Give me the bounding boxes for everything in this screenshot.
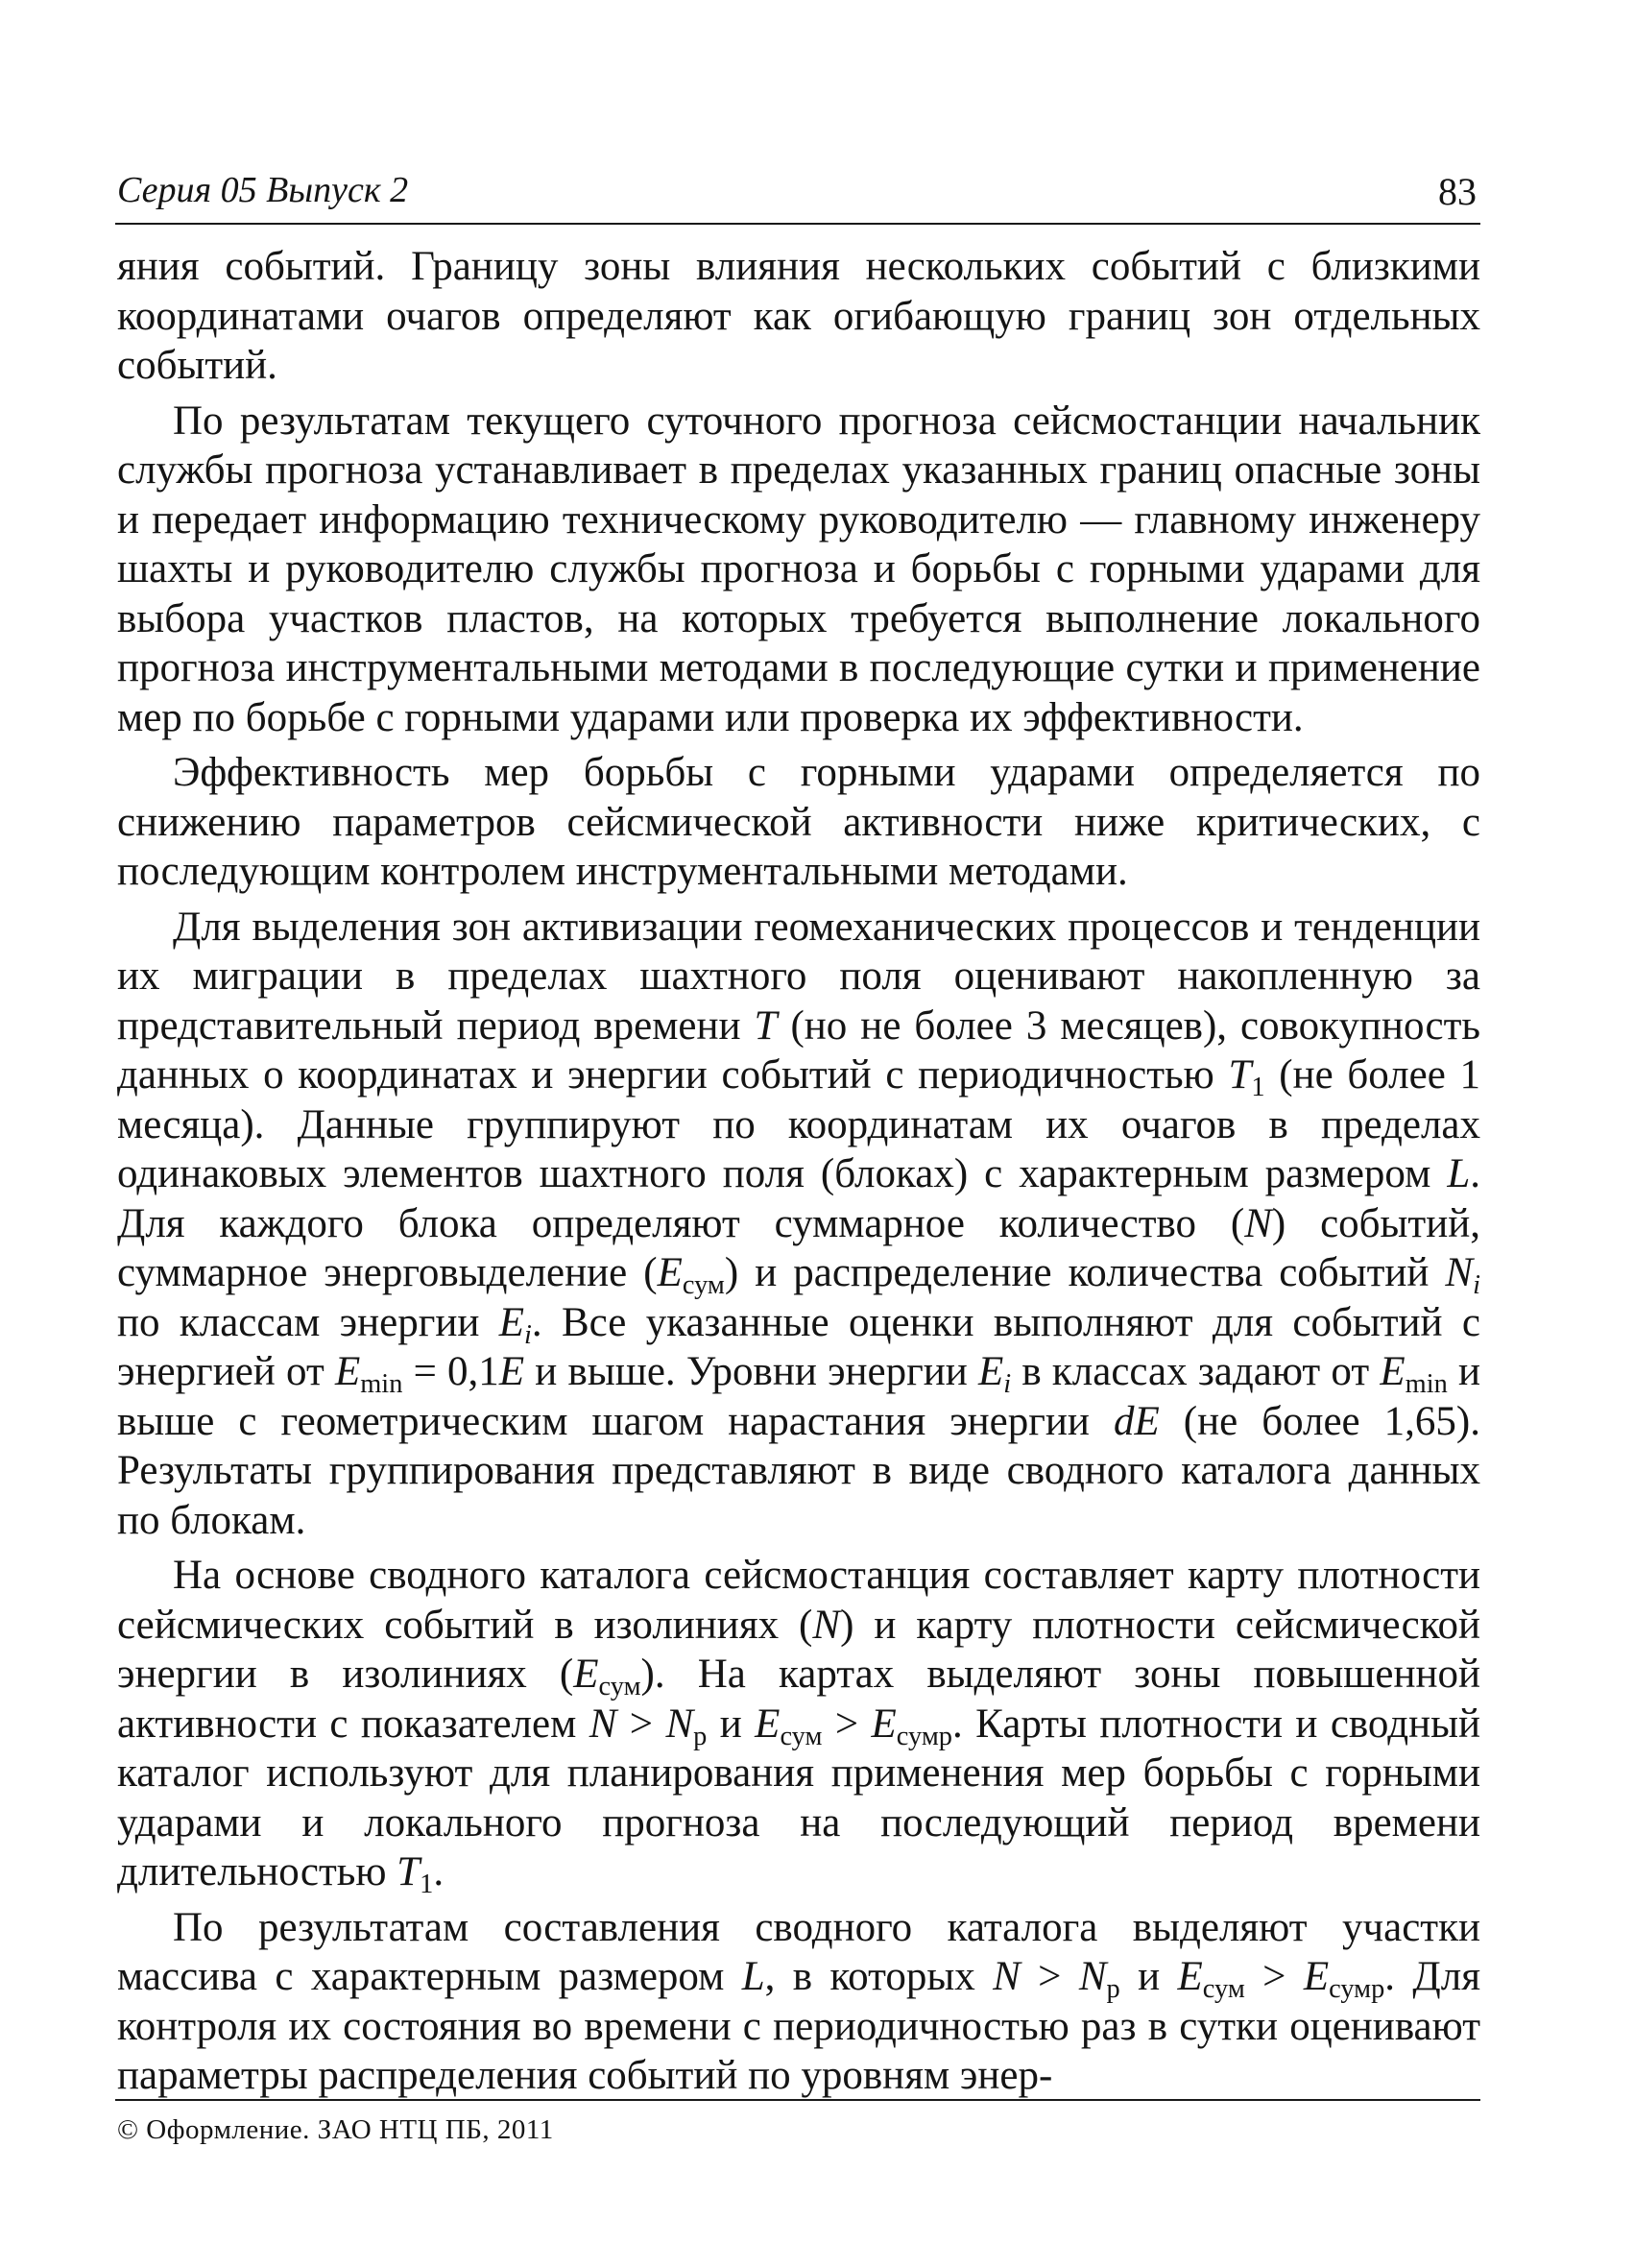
copyright-notice: © Оформление. ЗАО НТЦ ПБ, 2011 [117,2114,554,2145]
footer-rule [115,2099,1480,2145]
page-number: 83 [1438,170,1477,213]
paragraph-5: На основе сводного каталога сейсмостанция составляет карту плотности сейсмических событий в изолиниях (N) и карту плотности сейсмической энергии в изолиниях $(E_{сум})$. На картах выделяют зоны повышенной активности с показателем $N > N_р$ и $E_{сум} > E_{сумр}$. Карты плотности и сводный каталог используют для планирования применения мер борьбы с горными ударами и локального прогноза на последующий период времени длительностью $T_1$. [117,1553,1480,1899]
paragraph-2: По результатам текущего суточного прогноза сейсмостанции начальник службы прогноза устанавливает в пределах указанных границ опасные зоны и передает информацию техническому руководителю — главному инженеру шахты и руководителю службы прогноза и борьбы с горными ударами для выбора участков пластов, на которых требуется выполнение локального прогноза инструментальными методами в последующие сутки и применение мер по борьбе с горными ударами или проверка их эффективности. [117,398,1480,740]
paragraph-4: Для выделения зон активизации геомеханических процессов и тенденции их миграции в пределах шахтного поля оценивают накопленную за представительный период времени T (но не более 3 месяцев), совокупность данных о координатах и энергии событий с периодичностью $T_1$ (не более 1 месяца). Данные группируют по координатам их очагов в пределах одинаковых элементов шахтного поля (блоках) с характерным размером L. Для каждого блока определяют суммарное количество (N) событий, суммарное энерговыделение $(E_{сум})$ и распределение количества событий $N_i$ по классам энергии $E_i$. Все указанные оценки выполняют для событий с энергией от $E_{min} = 0,1E$ и выше. Уровни энергии $E_i$ в классах задают от $E_{min}$ и выше с геометрическим шагом нарастания энергии dE (не более 1,65). Результаты группирования представляют в виде сводного каталога данных по блокам. [117,904,1481,1543]
body-text [117,242,1480,2107]
paragraph-6: По результатам составления сводного каталога выделяют участки массива с характерным размером L, в которых $N > N_р$ и $E_{сум} > E_{сумр}$. Для контроля их состояния во времени с периодичностью раз в сутки оценивают параметры распределения событий по уровням энер- [117,1904,1480,2098]
series-title: Серия 05 Выпуск 2 [117,170,409,210]
paragraph-1: яния событий. Границу зоны влияния нескольких событий с близкими координатами очагов определяют как огибающую границ зон отдельных событий. [117,244,1480,388]
paragraph-3: Эффективность мер борьбы с горными ударами определяется по снижению параметров сейсмической активности ниже критических, с последующим контролем инструментальными методами. [117,750,1480,894]
running-header [115,163,1480,225]
